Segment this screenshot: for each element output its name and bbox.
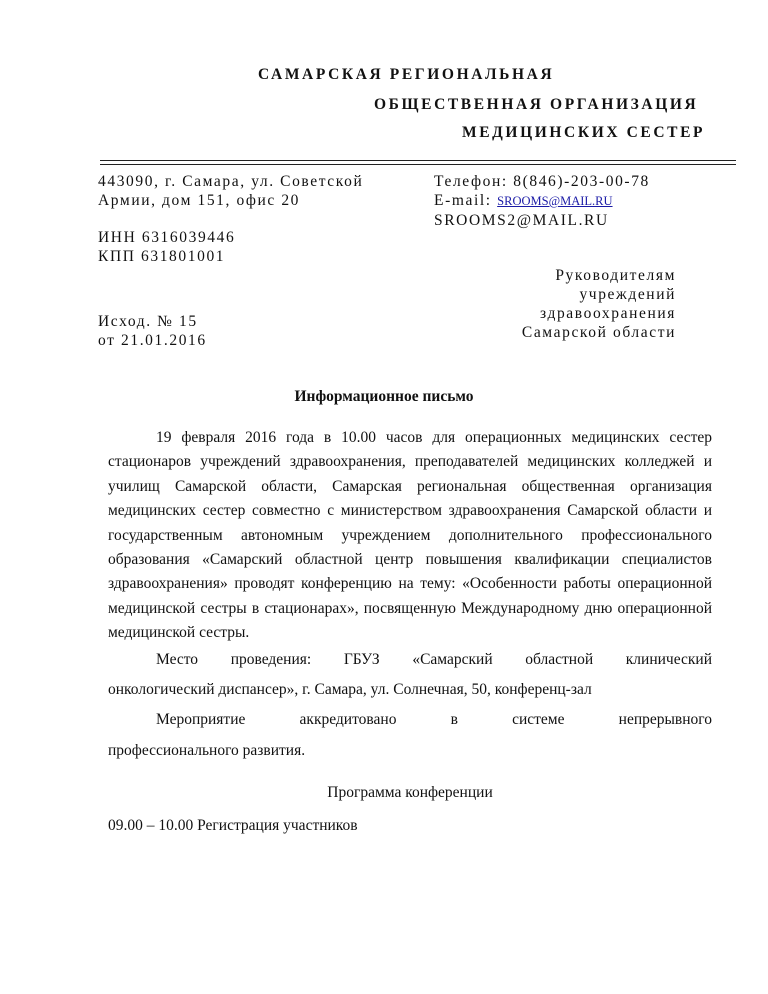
recipient-line3: здравоохранения bbox=[540, 305, 676, 322]
recipient-line1: Руководителям bbox=[555, 267, 676, 284]
org-name-line3: МЕДИЦИНСКИХ СЕСТЕР bbox=[462, 124, 706, 141]
email-label: E-mail: bbox=[434, 192, 492, 209]
header-divider-bottom bbox=[100, 164, 736, 165]
org-name-line2: ОБЩЕСТВЕННАЯ ОРГАНИЗАЦИЯ bbox=[374, 96, 699, 113]
accreditation-line1: Мероприятие аккредитовано в системе непрерывного bbox=[156, 711, 712, 729]
contacts bbox=[434, 172, 650, 230]
email-row bbox=[434, 191, 650, 211]
header-divider-top bbox=[100, 160, 736, 161]
inn: ИНН 6316039446 bbox=[98, 229, 236, 246]
program-title: Программа конференции bbox=[327, 784, 493, 802]
sender-registration bbox=[98, 228, 235, 266]
org-name-line1: САМАРСКАЯ РЕГИОНАЛЬНАЯ bbox=[258, 66, 555, 83]
letter-title: Информационное письмо bbox=[294, 388, 474, 405]
address-line1: 443090, г. Самара, ул. Советской bbox=[98, 173, 364, 190]
letter-body bbox=[108, 426, 712, 838]
accreditation-line2: профессионального развития. bbox=[108, 741, 306, 759]
outgoing-number: Исход. № 15 bbox=[98, 313, 198, 330]
email-link-1[interactable]: SROOMS@MAIL.RU bbox=[497, 194, 613, 208]
outgoing-date: от 21.01.2016 bbox=[98, 332, 207, 349]
recipient-line2: учреждений bbox=[579, 286, 676, 303]
recipient bbox=[522, 266, 676, 342]
kpp: КПП 631801001 bbox=[98, 248, 226, 265]
venue-line1: Место проведения: ГБУЗ «Самарский областной клинический bbox=[156, 650, 712, 668]
email-2: SROOMS2@MAIL.RU bbox=[434, 212, 609, 229]
phone: Телефон: 8(846)-203-00-78 bbox=[434, 173, 650, 190]
recipient-line4: Самарской области bbox=[521, 324, 676, 341]
program-item: 09.00 – 10.00 Регистрация участников bbox=[108, 816, 358, 834]
paragraph-main: 19 февраля 2016 года в 10.00 часов для операционных медицинских сестер стационаров учреждений здравоохранения, преподавателей медицинских колледжей и училищ Самарской области, Самарская региональная общественная организация медицинских сестер совместно с министерством здравоохранения Самарской области и государственным автономным учреждением дополнительного профессионального образования «Самарский областной центр повышения квалификации специалистов здравоохранения» проводят конференцию на тему: «Особенности работы операционной медицинской сестры в стационарах», посвященную Международному дню операционной медицинской сестры. bbox=[108, 429, 712, 642]
address-line2: Армии, дом 151, офис 20 bbox=[98, 192, 301, 209]
sender-address bbox=[98, 172, 363, 210]
venue-line2: онкологический диспансер», г. Самара, ул. Солнечная, 50, конференц-зал bbox=[108, 681, 592, 699]
outgoing-info bbox=[98, 312, 207, 350]
